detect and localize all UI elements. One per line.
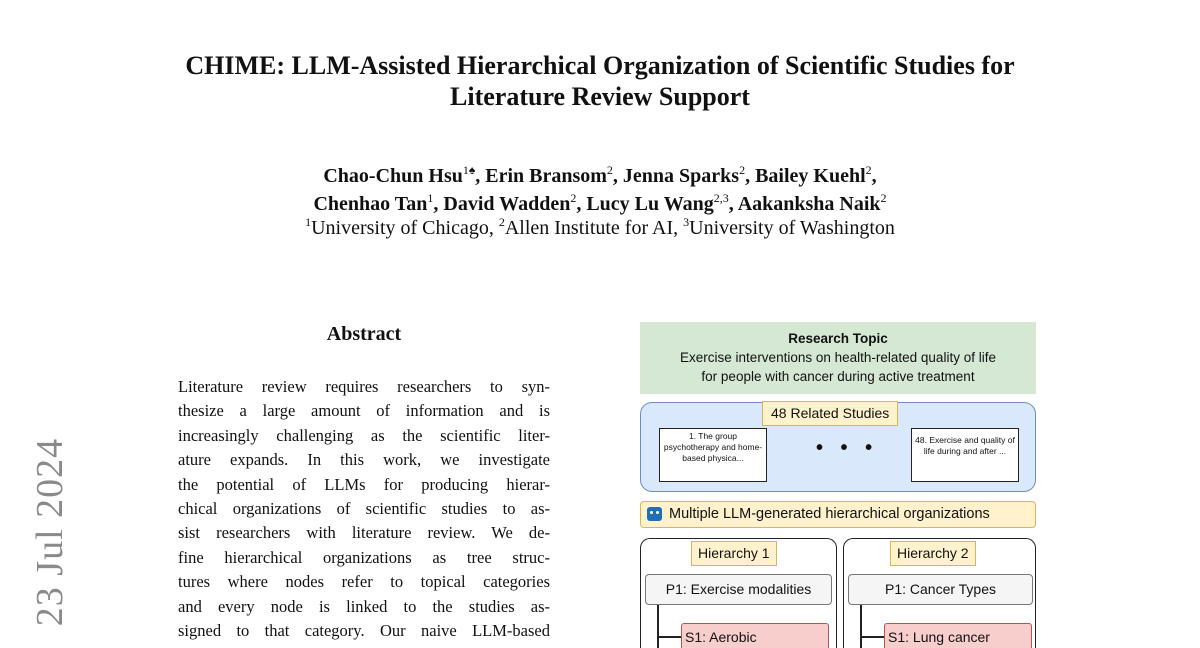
author-sup: 1: [427, 191, 434, 205]
robot-icon: [647, 507, 662, 521]
child-node: S1: Aerobic: [681, 623, 829, 648]
authors-line-1: Chao-Chun Hsu$^{1♠}$, Erin Bransom$^2$, Jenna Sparks$^2$, Bailey Kuehl$^2$,: [323, 163, 877, 187]
research-topic-box: [640, 322, 1036, 394]
abstract-line: signed to that category. Our naive LLM-based: [178, 621, 550, 641]
hierarchy-panel-1: [640, 538, 837, 648]
tree-branch: [657, 636, 681, 638]
author-name: Chenhao Tan: [313, 193, 428, 215]
tree-connector: [657, 605, 659, 648]
author-name: Aakanksha Naik: [737, 193, 881, 215]
arxiv-date-watermark: 23 Jul 2024: [29, 437, 71, 627]
parent-node: P1: Cancer Types: [848, 574, 1033, 605]
affil-sup: 1: [305, 215, 312, 229]
author-sup: 2: [739, 163, 746, 177]
author-list: [100, 156, 1100, 218]
affil-sup: 3: [683, 215, 690, 229]
study-card-first: 1. The group psychotherapy and home-based physica...: [659, 428, 767, 482]
affil-name: University of Chicago: [311, 217, 489, 239]
hierarchy-label: Hierarchy 1: [691, 541, 777, 566]
author-name: Jenna Sparks: [622, 165, 740, 187]
research-topic-line: Exercise interventions on health-related quality of life: [680, 350, 996, 365]
abstract-line: ature expands. In this work, we investigate: [178, 450, 550, 470]
abstract-line: the potential of LLMs for producing hierar-: [178, 474, 550, 494]
ellipsis-dots: • • •: [816, 437, 879, 459]
study-card-last: 48. Exercise and quality of life during and after ...: [911, 428, 1019, 482]
multi-hierarchy-label: Multiple LLM-generated hierarchical organizations: [669, 506, 990, 522]
tree-connector: [860, 605, 862, 648]
tree-branch: [860, 636, 884, 638]
authors-line-2: Chenhao Tan$^1$, David Wadden$^2$, Lucy Lu Wang$^{2,3}$, Aakanksha Naik$^2$: [313, 191, 887, 215]
abstract-body: [178, 375, 550, 643]
spade-icon: ♠: [468, 163, 476, 177]
author-sup: 2,3: [713, 191, 729, 205]
abstract-heading: Abstract: [326, 323, 402, 345]
abstract-line: increasingly challenging as the scientific liter-: [178, 425, 550, 445]
author-sup: 2: [606, 163, 613, 177]
author-sup: 1: [462, 163, 469, 177]
author-sup: 2: [880, 191, 887, 205]
parent-node: P1: Exercise modalities: [645, 574, 832, 605]
paper-title: [100, 50, 1100, 112]
affil-sup: 2: [498, 215, 505, 229]
multi-hierarchy-banner: [640, 501, 1036, 528]
author-sup: 2: [865, 163, 872, 177]
abstract-line: thesize a large amount of information and is: [178, 401, 550, 421]
title-line-2: Literature Review Support: [450, 82, 750, 111]
author-name: David Wadden: [443, 193, 571, 215]
abstract-line: fine hierarchical organizations as tree struc-: [178, 547, 550, 567]
abstract-line: Literature review requires researchers to syn-: [178, 377, 550, 396]
overview-figure: [640, 320, 1038, 648]
author-name: Erin Bransom: [485, 165, 607, 187]
abstract-line: sist researchers with literature review. We de-: [178, 523, 550, 543]
affil-name: Allen Institute for AI: [504, 217, 674, 239]
related-studies-label: 48 Related Studies: [762, 401, 898, 426]
research-topic-heading: Research Topic: [788, 331, 888, 346]
author-sup: 2: [570, 191, 577, 205]
research-topic-line: for people with cancer during active treatment: [701, 369, 975, 384]
affiliations: $^1$University of Chicago, $^2$Allen Institute for AI, $^3$University of Washington: [305, 215, 895, 239]
author-name: Lucy Lu Wang: [586, 193, 714, 215]
abstract-line: chical organizations of scientific studies to as-: [178, 499, 550, 519]
title-line-1: CHIME: LLM-Assisted Hierarchical Organization of Scientific Studies for: [185, 51, 1015, 80]
author-name: Chao-Chun Hsu: [323, 165, 463, 187]
hierarchy-panel-2: [843, 538, 1036, 648]
child-node: S1: Lung cancer: [884, 623, 1032, 648]
abstract-line: tures where nodes refer to topical categories: [178, 572, 550, 592]
related-studies-box: [640, 402, 1036, 492]
author-name: Bailey Kuehl: [755, 165, 866, 187]
hierarchy-label: Hierarchy 2: [890, 541, 976, 566]
abstract-line: and every node is linked to the studies as-: [178, 596, 550, 616]
affil-name: University of Washington: [689, 217, 895, 239]
